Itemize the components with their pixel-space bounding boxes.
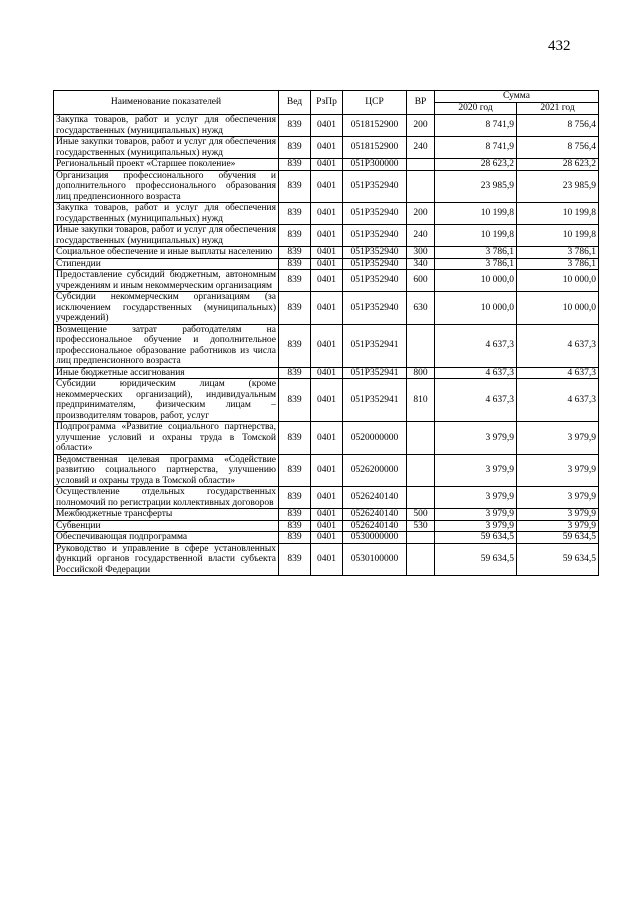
row-rzpr: 0401 bbox=[311, 324, 343, 367]
row-rzpr: 0401 bbox=[311, 159, 343, 171]
row-csr: 051P300000 bbox=[343, 159, 407, 171]
row-amount-2020: 10 000,0 bbox=[435, 270, 517, 292]
row-vr bbox=[407, 543, 435, 576]
header-name: Наименование показателей bbox=[54, 91, 279, 115]
row-vr bbox=[407, 454, 435, 487]
row-ved: 839 bbox=[279, 203, 311, 225]
row-ved: 839 bbox=[279, 532, 311, 544]
row-amount-2021: 10 000,0 bbox=[517, 292, 599, 325]
row-rzpr: 0401 bbox=[311, 487, 343, 509]
row-rzpr: 0401 bbox=[311, 170, 343, 203]
row-name: Ведомственная целевая программа «Содействие развитию социального партнерства, улучшению условий и охраны труда в Томской области» bbox=[54, 454, 279, 487]
row-amount-2020: 4 637,3 bbox=[435, 367, 517, 379]
table-row bbox=[54, 258, 599, 270]
row-name: Предоставление субсидий бюджетным, автономным учреждениям и иным некоммерческим организациям bbox=[54, 270, 279, 292]
row-amount-2020: 4 637,3 bbox=[435, 324, 517, 367]
row-amount-2020: 8 741,9 bbox=[435, 115, 517, 137]
row-amount-2020: 10 199,8 bbox=[435, 203, 517, 225]
row-ved: 839 bbox=[279, 509, 311, 521]
row-name: Иные бюджетные ассигнования bbox=[54, 367, 279, 379]
row-name: Организация профессионального обучения и дополнительного профессионального образования лиц предпенсионного возраста bbox=[54, 170, 279, 203]
table-row bbox=[54, 137, 599, 159]
row-vr: 530 bbox=[407, 520, 435, 532]
row-vr: 300 bbox=[407, 247, 435, 259]
row-amount-2021: 3 979,9 bbox=[517, 454, 599, 487]
row-vr: 240 bbox=[407, 137, 435, 159]
row-csr: 051P352940 bbox=[343, 170, 407, 203]
row-csr: 051P352940 bbox=[343, 292, 407, 325]
row-csr: 051P352940 bbox=[343, 270, 407, 292]
row-name: Социальное обеспечение и иные выплаты населению bbox=[54, 247, 279, 259]
row-vr: 810 bbox=[407, 379, 435, 422]
header-ved: Вед bbox=[279, 91, 311, 115]
row-amount-2021: 4 637,3 bbox=[517, 324, 599, 367]
row-csr: 0530000000 bbox=[343, 532, 407, 544]
row-name: Закупка товаров, работ и услуг для обеспечения государственных (муниципальных) нужд bbox=[54, 203, 279, 225]
row-rzpr: 0401 bbox=[311, 225, 343, 247]
header-year-2020: 2020 год bbox=[435, 103, 517, 115]
row-ved: 839 bbox=[279, 225, 311, 247]
row-csr: 051P352940 bbox=[343, 203, 407, 225]
table-row bbox=[54, 247, 599, 259]
row-amount-2020: 3 979,9 bbox=[435, 509, 517, 521]
row-csr: 0526240140 bbox=[343, 509, 407, 521]
row-amount-2021: 8 756,4 bbox=[517, 137, 599, 159]
row-name: Руководство и управление в сфере установленных функций органов государственной власти субъекта Российской Федерации bbox=[54, 543, 279, 576]
budget-table bbox=[53, 90, 599, 576]
table-row bbox=[54, 422, 599, 455]
row-ved: 839 bbox=[279, 170, 311, 203]
row-amount-2020: 23 985,9 bbox=[435, 170, 517, 203]
row-csr: 0520000000 bbox=[343, 422, 407, 455]
row-amount-2020: 3 786,1 bbox=[435, 258, 517, 270]
row-amount-2020: 10 199,8 bbox=[435, 225, 517, 247]
row-amount-2021: 4 637,3 bbox=[517, 379, 599, 422]
row-rzpr: 0401 bbox=[311, 422, 343, 455]
row-csr: 051P352941 bbox=[343, 324, 407, 367]
table-body bbox=[54, 115, 599, 576]
row-csr: 0530100000 bbox=[343, 543, 407, 576]
row-ved: 839 bbox=[279, 487, 311, 509]
row-amount-2021: 10 199,8 bbox=[517, 225, 599, 247]
row-amount-2020: 3 979,9 bbox=[435, 454, 517, 487]
row-rzpr: 0401 bbox=[311, 247, 343, 259]
row-name: Иные закупки товаров, работ и услуг для обеспечения государственных (муниципальных) нужд bbox=[54, 137, 279, 159]
row-name: Межбюджетные трансферты bbox=[54, 509, 279, 521]
row-csr: 0526200000 bbox=[343, 454, 407, 487]
row-vr bbox=[407, 487, 435, 509]
table-row bbox=[54, 170, 599, 203]
row-ved: 839 bbox=[279, 258, 311, 270]
row-rzpr: 0401 bbox=[311, 454, 343, 487]
row-amount-2020: 3 979,9 bbox=[435, 422, 517, 455]
row-csr: 0526240140 bbox=[343, 520, 407, 532]
row-amount-2021: 8 756,4 bbox=[517, 115, 599, 137]
row-vr bbox=[407, 324, 435, 367]
table-row bbox=[54, 454, 599, 487]
row-amount-2020: 3 979,9 bbox=[435, 487, 517, 509]
row-rzpr: 0401 bbox=[311, 379, 343, 422]
row-name: Субвенции bbox=[54, 520, 279, 532]
row-name: Обеспечивающая подпрограмма bbox=[54, 532, 279, 544]
page-number: 432 bbox=[548, 38, 571, 54]
row-ved: 839 bbox=[279, 543, 311, 576]
row-amount-2021: 3 979,9 bbox=[517, 422, 599, 455]
row-amount-2020: 28 623,2 bbox=[435, 159, 517, 171]
row-csr: 051P352940 bbox=[343, 225, 407, 247]
row-rzpr: 0401 bbox=[311, 203, 343, 225]
row-name: Возмещение затрат работодателям на профессиональное обучение и дополнительное профессиональное образование работников из числа лиц предпенсионного возраста bbox=[54, 324, 279, 367]
row-ved: 839 bbox=[279, 520, 311, 532]
table-row bbox=[54, 292, 599, 325]
row-ved: 839 bbox=[279, 115, 311, 137]
table-row bbox=[54, 159, 599, 171]
row-ved: 839 bbox=[279, 379, 311, 422]
row-amount-2021: 10 000,0 bbox=[517, 270, 599, 292]
row-ved: 839 bbox=[279, 137, 311, 159]
table-row bbox=[54, 115, 599, 137]
row-ved: 839 bbox=[279, 454, 311, 487]
row-name: Субсидии юридическим лицам (кроме некоммерческих организаций), индивидуальным предпринимателям, физическим лицам – производителям товаров, работ, услуг bbox=[54, 379, 279, 422]
table-row bbox=[54, 520, 599, 532]
row-ved: 839 bbox=[279, 292, 311, 325]
row-vr bbox=[407, 159, 435, 171]
row-csr: 051P352940 bbox=[343, 258, 407, 270]
row-amount-2020: 59 634,5 bbox=[435, 543, 517, 576]
row-amount-2021: 3 979,9 bbox=[517, 520, 599, 532]
row-amount-2021: 3 786,1 bbox=[517, 258, 599, 270]
row-vr: 340 bbox=[407, 258, 435, 270]
table-row bbox=[54, 203, 599, 225]
row-amount-2021: 59 634,5 bbox=[517, 543, 599, 576]
row-csr: 051P352940 bbox=[343, 247, 407, 259]
row-ved: 839 bbox=[279, 247, 311, 259]
row-amount-2020: 8 741,9 bbox=[435, 137, 517, 159]
row-name: Стипендии bbox=[54, 258, 279, 270]
row-ved: 839 bbox=[279, 270, 311, 292]
row-rzpr: 0401 bbox=[311, 137, 343, 159]
row-amount-2021: 3 979,9 bbox=[517, 487, 599, 509]
row-ved: 839 bbox=[279, 367, 311, 379]
row-csr: 051P352941 bbox=[343, 367, 407, 379]
table-row bbox=[54, 532, 599, 544]
row-vr: 600 bbox=[407, 270, 435, 292]
row-vr: 240 bbox=[407, 225, 435, 247]
row-amount-2021: 3 979,9 bbox=[517, 509, 599, 521]
row-amount-2021: 23 985,9 bbox=[517, 170, 599, 203]
row-vr bbox=[407, 532, 435, 544]
row-rzpr: 0401 bbox=[311, 532, 343, 544]
row-vr: 800 bbox=[407, 367, 435, 379]
table-row bbox=[54, 543, 599, 576]
row-amount-2020: 3 979,9 bbox=[435, 520, 517, 532]
table-row bbox=[54, 270, 599, 292]
row-ved: 839 bbox=[279, 159, 311, 171]
row-rzpr: 0401 bbox=[311, 270, 343, 292]
row-ved: 839 bbox=[279, 324, 311, 367]
row-csr: 0518152900 bbox=[343, 115, 407, 137]
row-csr: 051P352941 bbox=[343, 379, 407, 422]
row-rzpr: 0401 bbox=[311, 367, 343, 379]
row-amount-2020: 4 637,3 bbox=[435, 379, 517, 422]
row-rzpr: 0401 bbox=[311, 543, 343, 576]
row-amount-2021: 59 634,5 bbox=[517, 532, 599, 544]
row-rzpr: 0401 bbox=[311, 115, 343, 137]
row-name: Подпрограмма «Развитие социального партнерства, улучшение условий и охраны труда в Томской области» bbox=[54, 422, 279, 455]
row-amount-2020: 3 786,1 bbox=[435, 247, 517, 259]
header-sum: Сумма bbox=[435, 91, 599, 103]
header-csr: ЦСР bbox=[343, 91, 407, 115]
row-csr: 0518152900 bbox=[343, 137, 407, 159]
table-row bbox=[54, 509, 599, 521]
row-amount-2021: 3 786,1 bbox=[517, 247, 599, 259]
table-header bbox=[54, 91, 599, 115]
row-amount-2020: 10 000,0 bbox=[435, 292, 517, 325]
row-amount-2021: 10 199,8 bbox=[517, 203, 599, 225]
table-row bbox=[54, 367, 599, 379]
header-vr: ВР bbox=[407, 91, 435, 115]
row-vr bbox=[407, 170, 435, 203]
row-vr bbox=[407, 422, 435, 455]
header-year-2021: 2021 год bbox=[517, 103, 599, 115]
row-vr: 500 bbox=[407, 509, 435, 521]
table-row bbox=[54, 487, 599, 509]
row-ved: 839 bbox=[279, 422, 311, 455]
row-rzpr: 0401 bbox=[311, 258, 343, 270]
row-rzpr: 0401 bbox=[311, 509, 343, 521]
row-name: Региональный проект «Старшее поколение» bbox=[54, 159, 279, 171]
row-rzpr: 0401 bbox=[311, 520, 343, 532]
row-amount-2021: 28 623,2 bbox=[517, 159, 599, 171]
table-row bbox=[54, 324, 599, 367]
table-row bbox=[54, 225, 599, 247]
row-csr: 0526240140 bbox=[343, 487, 407, 509]
row-name: Субсидии некоммерческим организациям (за исключением государственных (муниципальных) учреждений) bbox=[54, 292, 279, 325]
row-vr: 630 bbox=[407, 292, 435, 325]
row-name: Осуществление отдельных государственных полномочий по регистрации коллективных договоров bbox=[54, 487, 279, 509]
row-amount-2021: 4 637,3 bbox=[517, 367, 599, 379]
row-vr: 200 bbox=[407, 203, 435, 225]
row-rzpr: 0401 bbox=[311, 292, 343, 325]
row-amount-2020: 59 634,5 bbox=[435, 532, 517, 544]
row-vr: 200 bbox=[407, 115, 435, 137]
header-rzpr: РзПр bbox=[311, 91, 343, 115]
row-name: Закупка товаров, работ и услуг для обеспечения государственных (муниципальных) нужд bbox=[54, 115, 279, 137]
table-row bbox=[54, 379, 599, 422]
row-name: Иные закупки товаров, работ и услуг для обеспечения государственных (муниципальных) нужд bbox=[54, 225, 279, 247]
